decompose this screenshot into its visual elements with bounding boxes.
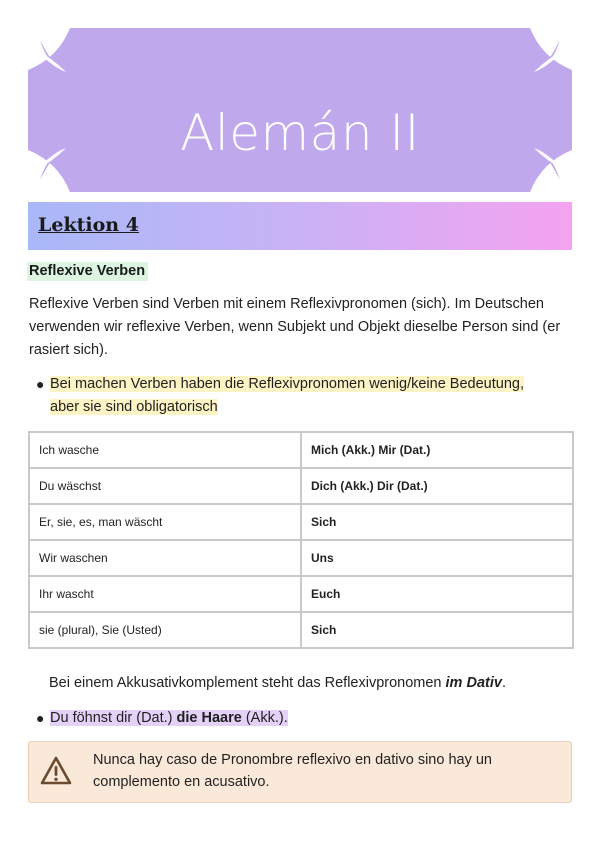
table-row <box>29 576 573 612</box>
note-text: Bei einem Akkusativkomplement steht das Reflexivpronomen <box>49 675 446 691</box>
callout-text: Nunca hay caso de Pronombre reflexivo en dativo sino hay un complemento en acusativo. <box>93 752 492 790</box>
title-banner <box>28 28 572 192</box>
pronoun-cell: Euch <box>301 576 573 612</box>
pronoun-cell: Sich <box>301 612 573 648</box>
pronoun-cell: Mich (Akk.) Mir (Dat.) <box>301 432 573 468</box>
example-bold: die Haare <box>176 710 242 726</box>
example-part-2: (Akk.). <box>241 710 288 726</box>
reflexive-pronoun-table <box>28 431 574 649</box>
subject-cell: Du wäschst <box>29 468 301 504</box>
subject-cell: Ich wasche <box>29 432 301 468</box>
subject-cell: Ihr wascht <box>29 576 301 612</box>
table-row <box>29 432 573 468</box>
warning-icon <box>39 754 73 788</box>
subject-cell: sie (plural), Sie (Usted) <box>29 612 301 648</box>
intro-paragraph: Reflexive Verben sind Verben mit einem Reflexivpronomen (sich). Im Deutschen verwenden wir reflexive Verben, wenn Subjekt und Objekt dieselbe Person sind (er rasiert sich). <box>29 296 561 358</box>
bullet-dot: ● <box>36 710 45 726</box>
banner-title: Alemán II <box>180 104 420 162</box>
bullet-text <box>50 707 288 730</box>
table-row <box>29 612 573 648</box>
bullet-dot: ● <box>36 376 45 392</box>
subject-cell: Wir waschen <box>29 540 301 576</box>
note-emphasis: im Dativ <box>445 675 502 691</box>
table-row <box>29 468 573 504</box>
table-row <box>29 540 573 576</box>
bullet-line-2: aber sie sind obligatorisch <box>50 399 218 415</box>
subject-cell: Er, sie, es, man wäscht <box>29 504 301 540</box>
bullet-line-1: Bei machen Verben haben die Reflexivpronomen wenig/keine Bedeutung, <box>50 376 524 392</box>
example-text <box>50 710 288 726</box>
example-part-1: Du föhnst dir (Dat.) <box>50 710 177 726</box>
lesson-title: Lektion 4 <box>38 214 139 236</box>
lesson-header <box>28 202 572 250</box>
dative-note <box>49 672 506 695</box>
pronoun-cell: Uns <box>301 540 573 576</box>
pronoun-cell: Dich (Akk.) Dir (Dat.) <box>301 468 573 504</box>
section-heading: Reflexive Verben <box>27 262 148 281</box>
pronoun-cell: Sich <box>301 504 573 540</box>
bullet-text <box>50 373 524 419</box>
warning-callout <box>28 741 572 803</box>
note-end: . <box>501 675 506 691</box>
table-row <box>29 504 573 540</box>
